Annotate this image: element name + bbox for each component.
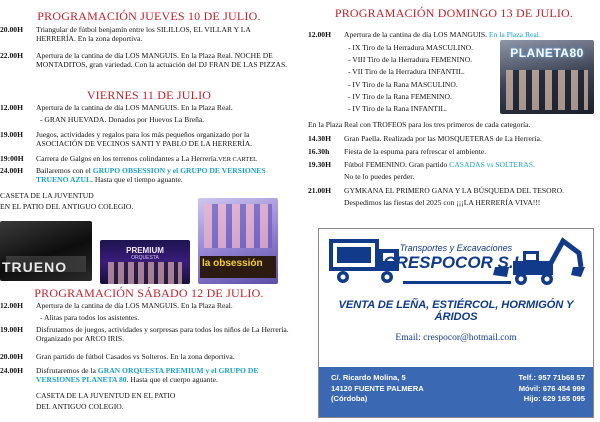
heading-domingo: PROGRAMACIÓN DOMINGO 13 DE JULIO. — [334, 6, 574, 20]
event-text: Fiesta de la espuma para refrescar el ambiente. — [344, 147, 487, 156]
time: 24.00H — [0, 166, 23, 175]
event-text-post: . Hasta que el tiempo aguante. — [91, 175, 183, 185]
domingo-row-2 — [308, 134, 598, 143]
event-subtext: No te lo puedes perder. — [344, 172, 415, 182]
viernes-row-1 — [0, 103, 290, 125]
band-logo-text: PLANETA80 — [510, 46, 584, 60]
place-highlight: En la Plaza Real. — [488, 30, 541, 39]
domingo-row-1 — [308, 30, 594, 39]
time: 19.30H — [308, 160, 331, 169]
time: 19.00H — [0, 325, 23, 334]
event-text-post: . Hasta que el cuerpo aguante. — [126, 375, 218, 385]
list-item: - IV Tiro de la Rana MASCULINO. — [348, 79, 458, 89]
time: 20.00H — [0, 352, 23, 361]
company-email: Email: crespocor@hotmail.com — [395, 333, 517, 343]
time: 19:00H — [0, 154, 24, 163]
see-poster-note: VER CARTEL — [218, 156, 258, 163]
time: 12.00H — [0, 301, 23, 310]
jueves-row-1 — [0, 25, 290, 44]
company-tagline: Transportes y Excavaciones — [399, 243, 513, 253]
place-line-2: DEL ANTIGUO COLEGIO. — [36, 402, 124, 412]
event-text: Apertura de la cantina de día LOS MANGUIS. En la Plaza Real. — [36, 103, 233, 112]
time: 12.00H — [0, 103, 23, 112]
company-contact-footer — [319, 367, 593, 417]
time: 22.00H — [0, 51, 23, 60]
event-text: Carrera de Galgos en los terrenos colindantes a La Herrería. — [36, 154, 219, 163]
event-subtext: - Alitas para todos los asistentes. — [40, 313, 140, 323]
event-text: Apertura de la cantina de día LOS MANGUIS. En la Plaza Real. — [36, 301, 233, 310]
sabado-place — [36, 391, 256, 412]
list-item: - IV Tiro de la Rana FEMENINO. — [348, 91, 452, 101]
address-block — [331, 373, 424, 405]
competition-list — [348, 42, 508, 115]
place-line-2: EN EL PATIO DEL ANTIGUO COLEGIO. — [0, 202, 134, 212]
time: 14.30H — [308, 134, 331, 143]
domingo-row-5 — [308, 186, 598, 208]
domingo-row-3 — [308, 147, 598, 156]
farewell-text: Despedimos las fiestas del 2025 con ¡¡¡LA HERRERÍA VIVA!!! — [344, 198, 541, 208]
time: 20.00H — [0, 25, 23, 34]
premium-orquesta-photo — [100, 240, 190, 284]
time: 24.00H — [0, 366, 23, 375]
band-logo-text: TRUENO — [2, 259, 68, 275]
sabado-row-3 — [0, 352, 290, 361]
heading-viernes: VIERNES 11 DE JULIO — [86, 88, 212, 102]
event-text: Fútbol FEMENINO. Gran partido — [344, 160, 450, 169]
event-text: Apertura de la cantina de día LOS MANGUIS. En la Plaza Real. NOCHE DE MONTADITOS, gran variedad. Con la actuación del DJ FRAN DE LAS PIZZAS. — [36, 51, 288, 70]
trofeos-note: En la Plaza Real con TROFEOS para los tres primeros de cada categoría. — [308, 120, 531, 129]
address-line-1: C/. Ricardo Molina, 5 — [331, 373, 406, 382]
bands-highlight: GRAN ORQUESTA PREMIUM y el GRUPO DE VERSIONES PLANETA 80 — [36, 366, 259, 385]
event-text: Gran Paella. Realizada por las MOSQUETERAS de La Herrería. — [344, 134, 542, 143]
address-line-2: 14120 FUENTE PALMERA — [331, 383, 424, 393]
jueves-row-2 — [0, 51, 290, 70]
planeta80-photo — [500, 40, 594, 114]
company-slogan: VENTA DE LEÑA, ESTIÉRCOL, HORMIGÓN Y ÁRIDOS — [338, 299, 574, 323]
event-text: Juegos, actividades y regalos para los más pequeños organizado por la ASOCIACIÓN DE VECINOS SANTI Y PABLO DE LA HERRERÍA. — [36, 130, 253, 149]
bands-highlight: GRUPO OBSESSION y el GRUPO DE VERSIONES TRUENO AZUL — [36, 166, 266, 185]
list-item: - IX Tiro de la Herradura MASCULINO. — [348, 43, 474, 52]
viernes-row-3 — [0, 154, 292, 164]
list-item: - VIII Tiro de la Herradura FEMENINO. — [348, 55, 473, 65]
crespocor-advertisement — [318, 228, 594, 418]
trueno-azul-photo — [0, 221, 92, 281]
event-text-pre: Bailaremos con el — [36, 166, 93, 175]
band-logo-subtext: ORQUESTA — [131, 255, 159, 261]
heading-sabado: PROGRAMACIÓN SÁBADO 12 DE JULIO. — [34, 286, 264, 300]
band-logo-text: PREMIUM — [126, 246, 164, 255]
obsession-photo — [198, 198, 278, 284]
time: 12.00H — [308, 30, 331, 39]
viernes-place — [0, 191, 200, 212]
time: 19.00H — [0, 130, 23, 139]
event-subtext: - GRAN HUEVADA. Donados por Huevos La Breña. — [40, 115, 205, 125]
list-item: - IV Tiro de la Rana INFANTIL. — [348, 104, 448, 114]
domingo-row-4 — [308, 160, 598, 182]
viernes-row-4 — [0, 166, 292, 185]
event-text: GYMKANA EL PRIMERO GANA Y LA BÚSQUEDA DEL TESORO. — [344, 186, 565, 195]
time: 16.30h — [308, 147, 330, 156]
list-item: - VII Tiro de la Herradura INFANTIL. — [348, 67, 465, 77]
sabado-row-4 — [0, 366, 292, 385]
place-line-1: CASETA DE LA JUVENTUD — [0, 191, 94, 200]
viernes-row-2 — [0, 130, 290, 149]
company-name: CRESPOCOR S.L. — [383, 253, 529, 272]
heading-jueves: PROGRAMACIÓN JUEVES 10 DE JULIO. — [37, 9, 261, 23]
phone-mobile: Móvil: 676 454 999 — [518, 383, 585, 393]
place-line-1: CASETA DE LA JUVENTUD EN EL PATIO — [36, 391, 176, 400]
time: 21.00H — [308, 186, 331, 195]
event-text: Gran partido de fútbol Casados vs Solteros. En la zona deportiva. — [36, 352, 235, 361]
phone-son: Hijo: 629 165 095 — [523, 394, 585, 403]
band-logo-text: la obsessión — [202, 258, 263, 269]
sabado-row-1 — [0, 301, 290, 323]
event-text: Triangular de fútbol benjamín entre los SILILLOS, EL VILLAR Y LA HERRERÍA. En la zona deportiva. — [36, 25, 251, 44]
phone-landline: Telf.: 957 71b68 57 — [518, 373, 585, 382]
event-text: Disfrutamos de juegos, actividades y sorpresas para todos los niños de La Herrería. Organizado por ARCO IRIS. — [36, 325, 289, 344]
phone-block — [518, 373, 585, 405]
event-text-pre: Disfrutaremos de la — [36, 366, 98, 375]
address-line-3: (Córdoba) — [331, 394, 368, 403]
sabado-row-2 — [0, 325, 290, 344]
event-text: Apertura de la cantina de día LOS MANGUIS. — [344, 30, 487, 39]
match-highlight: CASADAS vs SOLTERAS. — [449, 160, 535, 169]
